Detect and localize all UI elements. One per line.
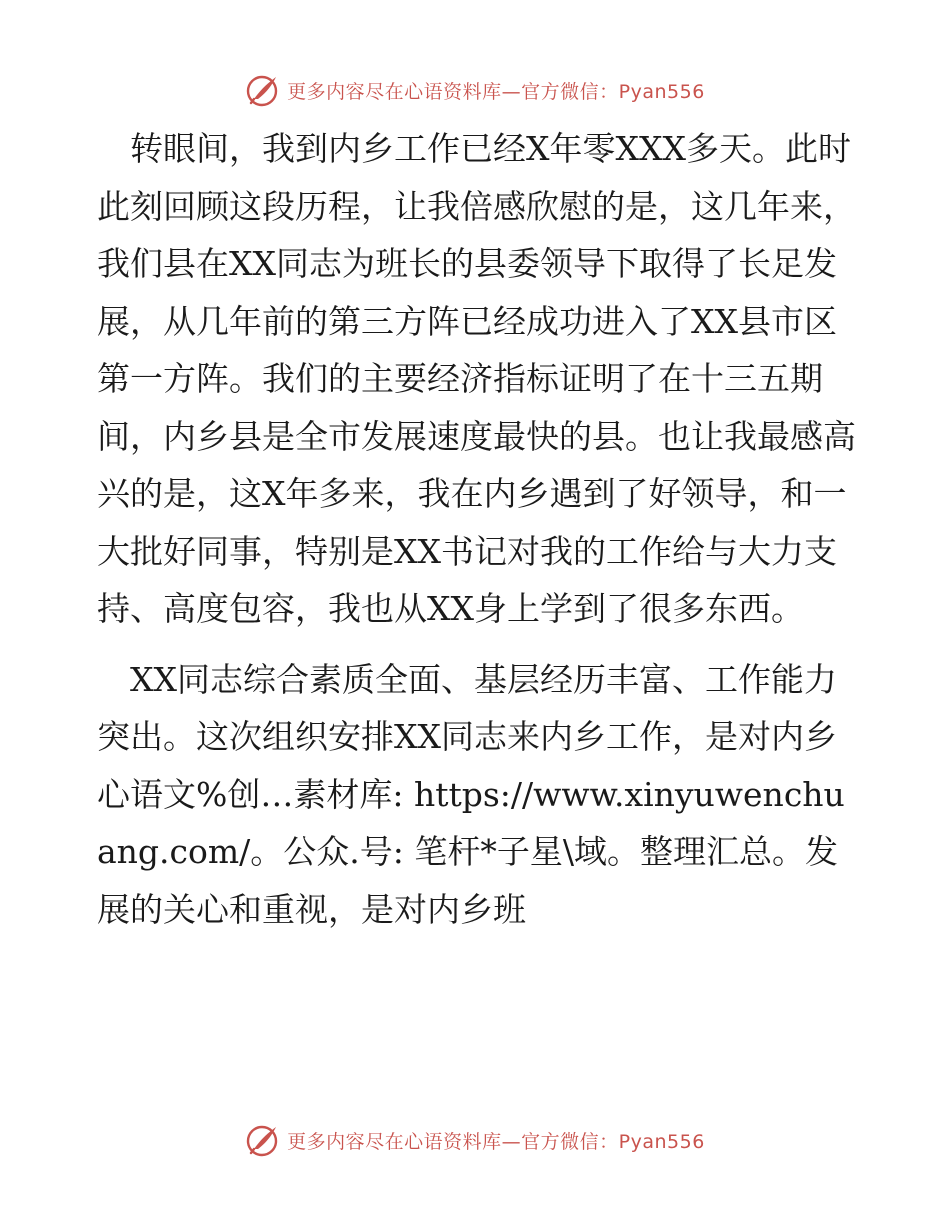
quill-logo-icon xyxy=(245,1122,281,1158)
header-banner xyxy=(0,70,950,110)
footer-banner xyxy=(0,1120,950,1160)
footer-banner-text: 更多内容尽在心语资料库—官方微信：Pyan556 xyxy=(287,1130,705,1153)
paragraph-2: XX同志综合素质全面、基层经历丰富、工作能力突出。这次组织安排XX同志来内乡工作，是对内乡心语文%创…素材库: https://www.xinyuwenchuang.com/。公众.号: 笔杆*子星\域。整理汇总。发展的关心和重视，是对内乡班 xyxy=(97,659,845,929)
document-body xyxy=(97,120,857,938)
quill-logo-icon xyxy=(245,72,281,108)
paragraph-1: 转眼间，我到内乡工作已经X年零XXX多天。此时此刻回顾这段历程，让我倍感欣慰的是，这几年来，我们县在XX同志为班长的县委领导下取得了长足发展，从几年前的第三方阵已经成功进入了XX县市区第一方阵。我们的主要经济指标证明了在十三五期间，内乡县是全市发展速度最快的县。也让我最感高兴的是，这X年多来，我在内乡遇到了好领导，和一大批好同事，特别是XX书记对我的工作给与大力支持、高度包容，我也从XX身上学到了很多东西。 xyxy=(97,129,856,628)
header-banner-text: 更多内容尽在心语资料库—官方微信：Pyan556 xyxy=(287,80,705,103)
